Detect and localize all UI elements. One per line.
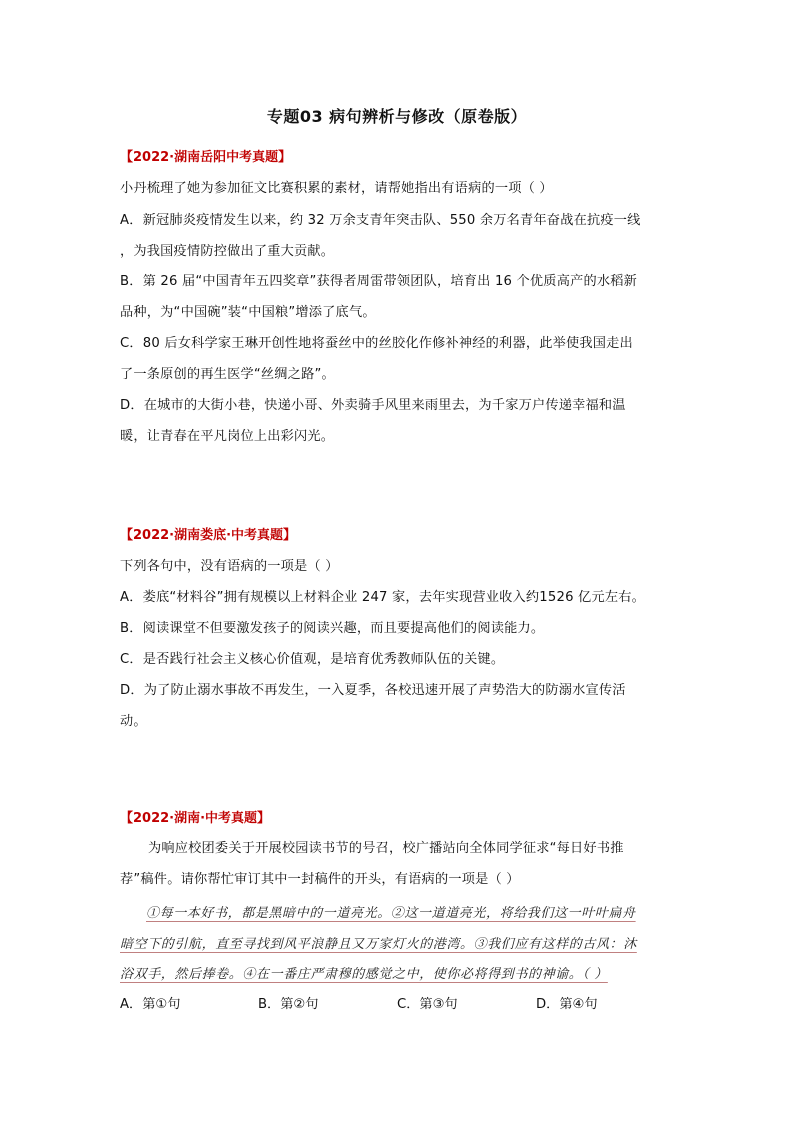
question-1-option-b-line-1: B．第 26 届“中国青年五四奖章”获得者周雷带领团队，培育出 16 个优质高产的水稻新	[120, 274, 638, 289]
question-3-option-b: B．第②句	[258, 997, 319, 1012]
question-1-option-a-line-2: ，为我国疫情防控做出了重大贡献。	[120, 244, 335, 259]
question-2-source-tag: 【2022·湖南娄底·中考真题】	[120, 528, 297, 543]
question-3-option-c: C．第③句	[397, 997, 458, 1012]
question-2-option-a: A．娄底“材料谷”拥有规模以上材料企业 247 家，去年实现营业收入约1526 亿元左右。	[120, 590, 645, 605]
question-3-stem-line-1: 为响应校团委关于开展校园读书节的号召，校广播站向全体同学征求“每日好书推	[148, 841, 624, 856]
question-1-option-a-line-1: A．新冠肺炎疫情发生以来，约 32 万余支青年突击队、550 余万名青年奋战在抗疫一线	[120, 213, 641, 228]
question-2-option-b: B．阅读课堂不但要激发孩子的阅读兴趣，而且要提高他们的阅读能力。	[120, 621, 545, 636]
question-1-option-d-line-2: 暖，让青春在平凡岗位上出彩闪光。	[120, 429, 335, 444]
question-1-stem: 小丹梳理了她为参加征文比赛积累的素材，请帮她指出有语病的一项（ ）	[120, 181, 553, 196]
question-1-option-c-line-1: C．80 后女科学家王琳开创性地将蚕丝中的丝胶化作修补神经的利器，此举使我国走出	[120, 336, 633, 351]
question-1-option-d-line-1: D．在城市的大街小巷，快递小哥、外卖骑手风里来雨里去，为千家万户传递幸福和温	[120, 398, 626, 413]
question-1-option-b-line-2: 品种，为“中国碗”装“中国粮”增添了底气。	[120, 305, 376, 320]
question-3-passage-line-1: ①每一本好书，都是黑暗中的一道亮光。②这一道道亮光，将给我们这一叶叶扁舟	[146, 906, 636, 921]
question-3-option-d: D．第④句	[536, 997, 598, 1012]
question-2-stem: 下列各句中，没有语病的一项是（ ）	[120, 559, 339, 574]
question-3-passage-line-3: 浴双手，然后捧卷。④在一番庄严肃穆的感觉之中，使你必将得到书的神谕。（ ）	[120, 967, 608, 982]
question-2-option-d-line-1: D．为了防止溺水事故不再发生，一入夏季，各校迅速开展了声势浩大的防溺水宣传活	[120, 683, 626, 698]
question-2-option-c: C．是否践行社会主义核心价值观，是培育优秀教师队伍的关键。	[120, 652, 505, 667]
question-2-option-d-line-2: 动。	[120, 714, 147, 729]
question-3-passage-line-2: 暗空下的引航，直至寻找到风平浪静且又万家灯火的港湾。③我们应有这样的古风：沐	[120, 937, 637, 952]
page-title: 专题03 病句辨析与修改（原卷版）	[266, 107, 528, 126]
question-1-option-c-line-2: 了一条原创的再生医学“丝绸之路”。	[120, 367, 335, 382]
question-3-source-tag: 【2022·湖南·中考真题】	[120, 811, 271, 826]
question-1-source-tag: 【2022·湖南岳阳中考真题】	[120, 150, 292, 165]
question-3-stem-line-2: 荐”稿件。请你帮忙审订其中一封稿件的开头，有语病的一项是（ ）	[120, 872, 520, 887]
question-3-option-a: A．第①句	[120, 997, 181, 1012]
